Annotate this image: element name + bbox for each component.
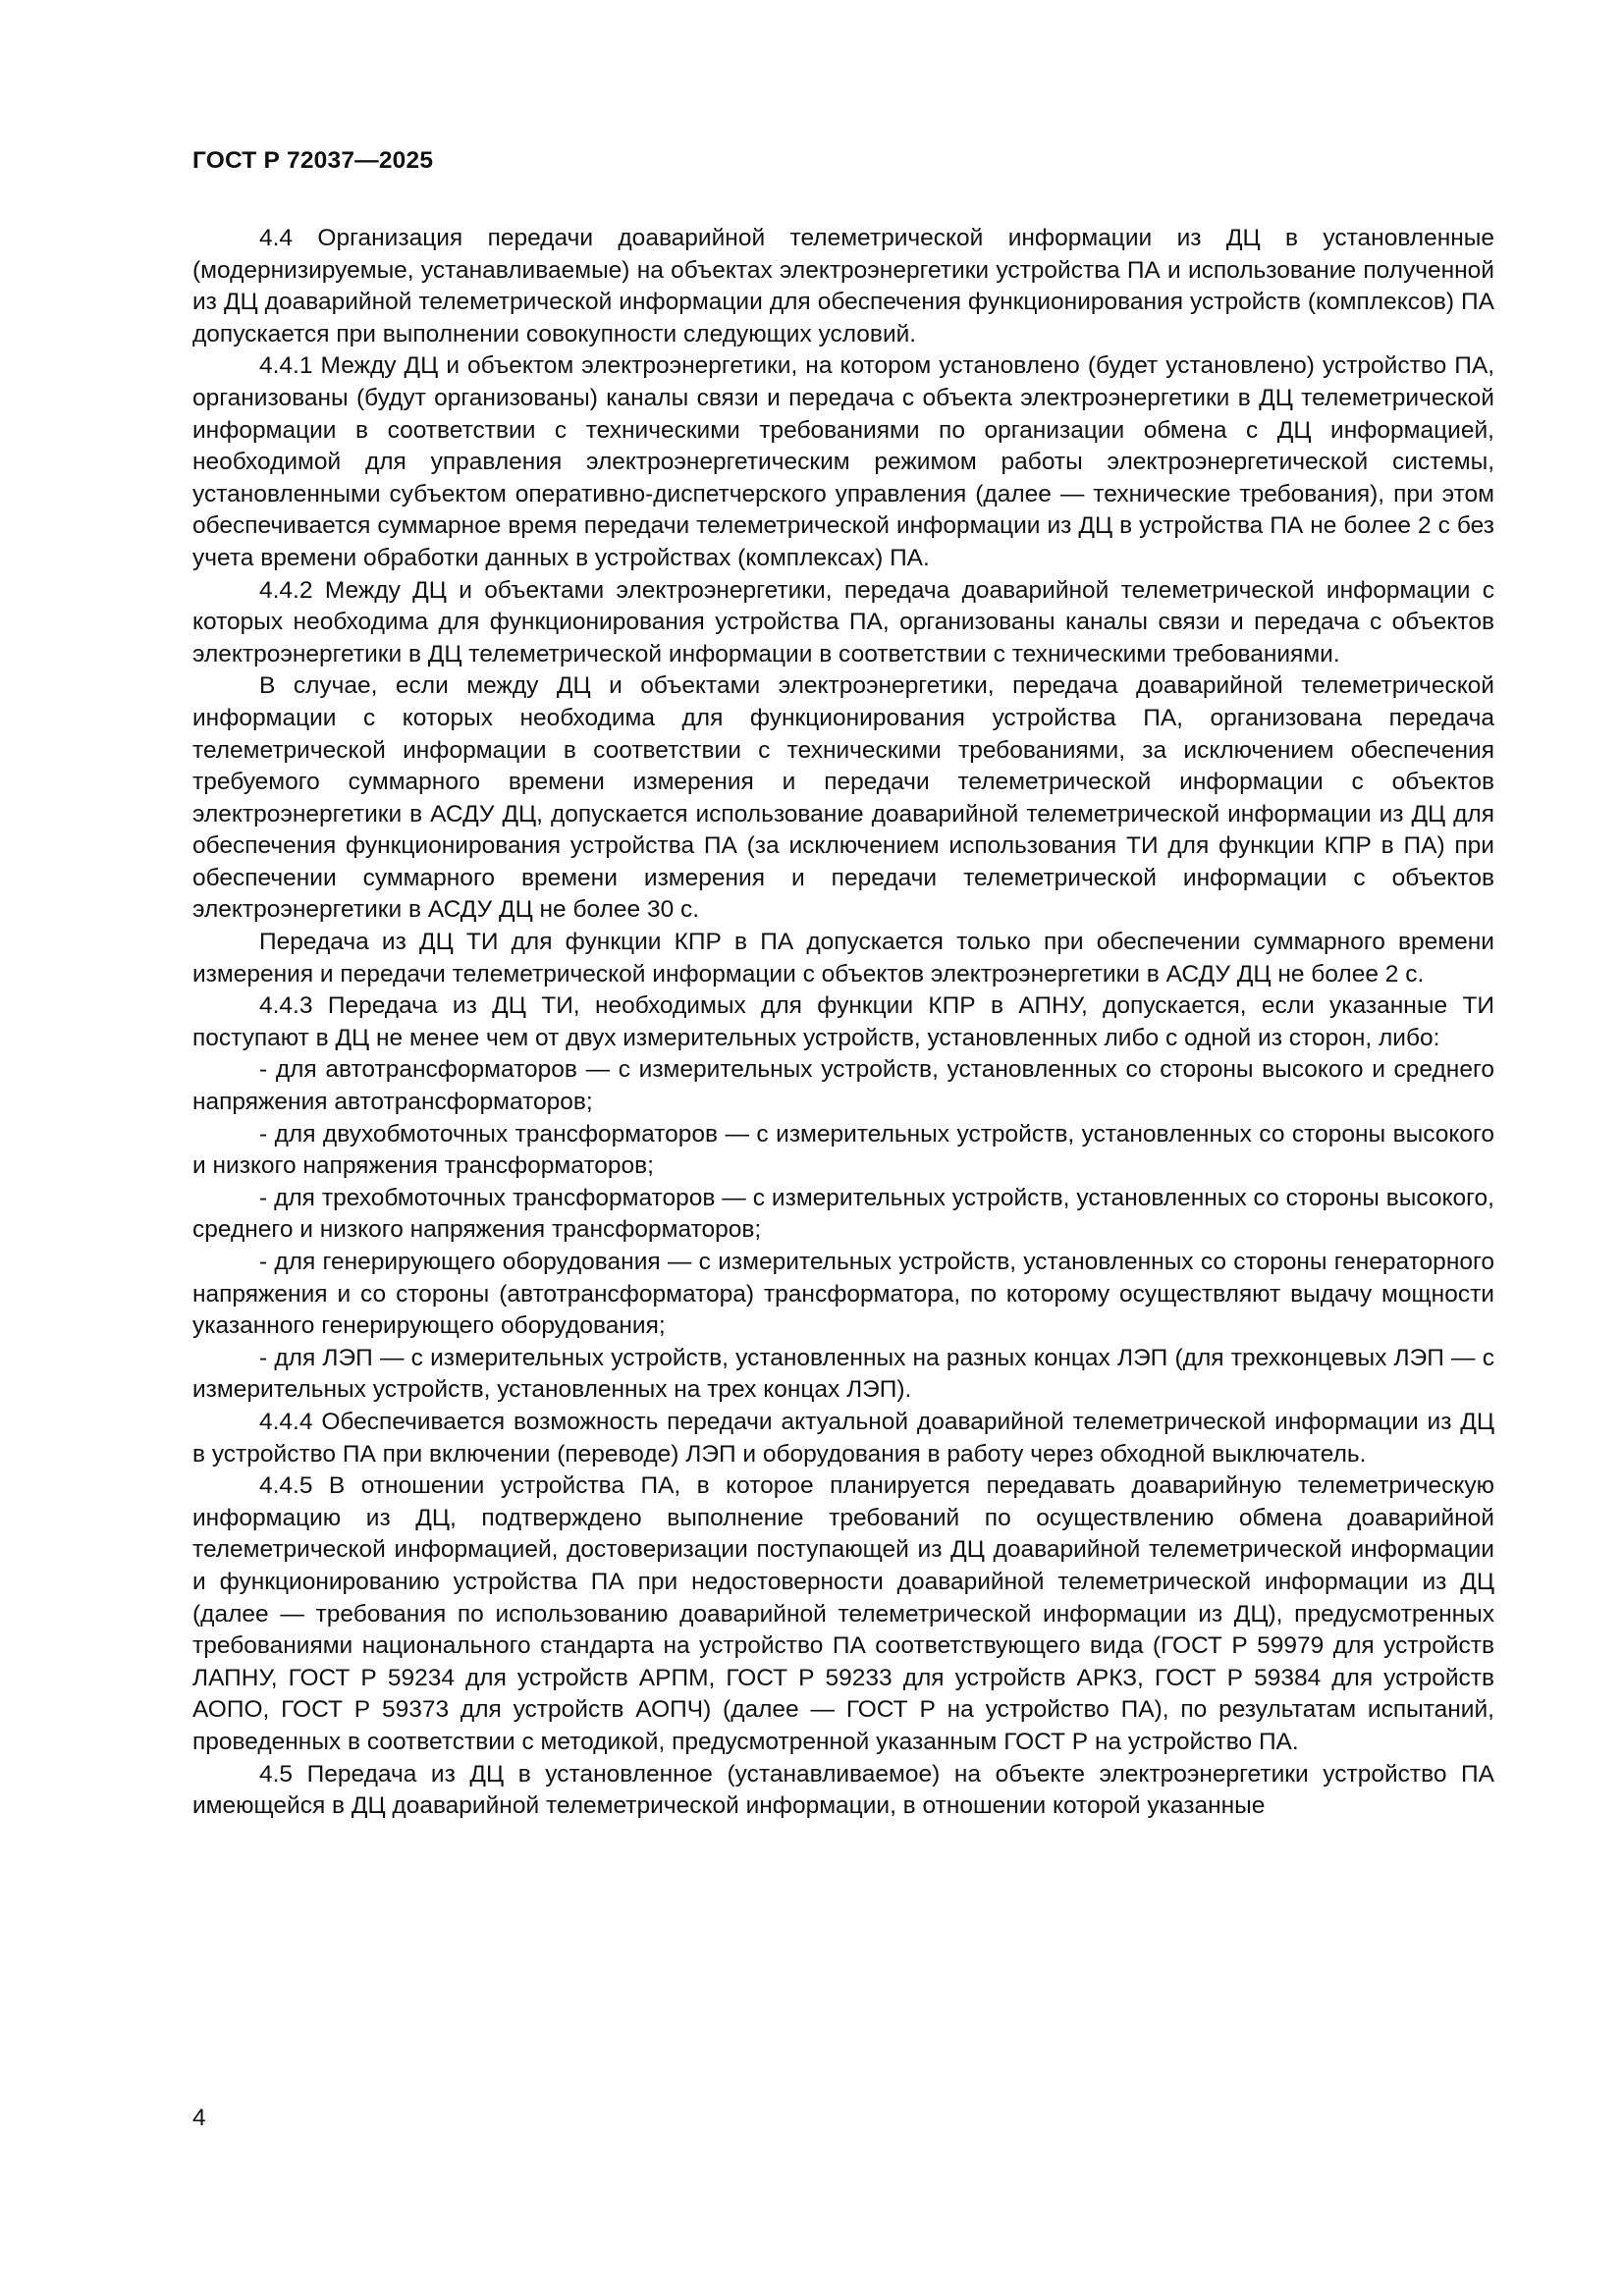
paragraph-exception-case: В случае, если между ДЦ и объектами электроэнергетики, передача доаварийной телеметрической информации с которых необходима для функционирования устройства ПА, организована передача телеметрической информации в соответствии с техническими требованиями, за исключением обеспечения требуемого суммарного времени измерения и передачи телеметрической информации с объектов электроэнергетики в АСДУ ДЦ, допускается использование доаварийной телеметрической информации из ДЦ для обеспечения функционирования устройства ПА (за исключением использования ТИ для функции КПР в ПА) при обеспечении суммарного времени измерения и передачи телеметрической информации с объектов электроэнергетики в АСДУ ДЦ не более 30 с. (192, 672, 1494, 924)
paragraph-4-4-5: 4.4.5 В отношении устройства ПА, в которое планируется передавать доаварийную телеметрическую информацию из ДЦ, подтверждено выполнение требований по осуществлению обмена доаварийной телеметрической информацией, достоверизации поступающей из ДЦ доаварийной телеметрической информации и функционированию устройства ПА при недостоверности доаварийной телеметрической информации из ДЦ (далее — требования по использованию доаварийной телеметрической информации из ДЦ), предусмотренных требованиями национального стандарта на устройство ПА соответствующего вида (ГОСТ Р 59979 для устройств ЛАПНУ, ГОСТ Р 59234 для устройств АРПМ, ГОСТ Р 59233 для устройств АРКЗ, ГОСТ Р 59384 для устройств АОПО, ГОСТ Р 59373 для устройств АОПЧ) (далее — ГОСТ Р на устройство ПА), по результатам испытаний, проведенных в соответствии с методикой, предусмотренной указанным ГОСТ Р на устройство ПА. (192, 1472, 1494, 1755)
list-item-generating-equipment: - для генерирующего оборудования — с измерительных устройств, установленных со стороны генераторного напряжения и со стороны (автотрансформатора) трансформатора, по которому осуществляют выдачу мощности указанного генерирующего оборудования; (192, 1249, 1494, 1340)
page-number: 4 (192, 2105, 206, 2131)
standard-header: ГОСТ Р 72037—2025 (192, 147, 434, 174)
list-item-two-winding-transformers: - для двухобмоточных трансформаторов — с измерительных устройств, установленных со стороны высокого и низкого напряжения трансформаторов; (192, 1120, 1494, 1180)
paragraph-4-4-4: 4.4.4 Обеспечивается возможность передачи актуальной доаварийной телеметрической информации из ДЦ в устройство ПА при включении (переводе) ЛЭП и оборудования в работу через обходной выключатель. (192, 1408, 1494, 1468)
paragraph-4-4: 4.4 Организация передачи доаварийной телеметрической информации из ДЦ в установленные (модернизируемые, устанавливаемые) на объектах электроэнергетики устройства ПА и использование полученной из ДЦ доаварийной телеметрической информации для обеспечения функционирования устройств (комплексов) ПА допускается при выполнении совокупности следующих условий. (192, 225, 1494, 347)
paragraph-4-4-2: 4.4.2 Между ДЦ и объектами электроэнергетики, передача доаварийной телеметрической информации с которых необходима для функционирования устройства ПА, организованы каналы связи и передача с объектов электроэнергетики в ДЦ телеметрической информации в соответствии с техническими требованиями. (192, 576, 1494, 667)
paragraph-4-5: 4.5 Передача из ДЦ в установленное (устанавливаемое) на объекте электроэнергетики устройство ПА имеющейся в ДЦ доаварийной телеметрической информации, в отношении которой указанные (192, 1760, 1494, 1820)
list-item-power-lines: - для ЛЭП — с измерительных устройств, установленных на разных концах ЛЭП (для трехконцевых ЛЭП — с измерительных устройств, установленных на трех концах ЛЭП). (192, 1344, 1494, 1404)
paragraph-4-4-1: 4.4.1 Между ДЦ и объектом электроэнергетики, на котором установлено (будет установлено) устройство ПА, организованы (будут организованы) каналы связи и передача с объекта электроэнергетики в ДЦ телеметрической информации в соответствии с техническими требованиями по организации обмена с ДЦ информацией, необходимой для управления электроэнергетическим режимом работы электроэнергетической системы, установленными субъектом оперативно-диспетчерского управления (далее — технические требования), при этом обеспечивается суммарное время передачи телеметрической информации из ДЦ в устройства ПА не более 2 с без учета времени обработки данных в устройствах (комплексах) ПА. (192, 352, 1494, 571)
document-body (192, 223, 1494, 1823)
paragraph-kpr-transmission: Передача из ДЦ ТИ для функции КПР в ПА допускается только при обеспечении суммарного времени измерения и передачи телеметрической информации с объектов электроэнергетики в АСДУ ДЦ не более 2 с. (192, 929, 1494, 988)
list-item-autotransformers: - для автотрансформаторов — с измерительных устройств, установленных со стороны высокого и среднего напряжения автотрансформаторов; (192, 1056, 1494, 1116)
paragraph-4-4-3: 4.4.3 Передача из ДЦ ТИ, необходимых для функции КПР в АПНУ, допускается, если указанные ТИ поступают в ДЦ не менее чем от двух измерительных устройств, установленных либо с одной из сторон, либо: (192, 992, 1494, 1051)
list-item-three-winding-transformers: - для трехобмоточных трансформаторов — с измерительных устройств, установленных со стороны высокого, среднего и низкого напряжения трансформаторов; (192, 1184, 1494, 1244)
